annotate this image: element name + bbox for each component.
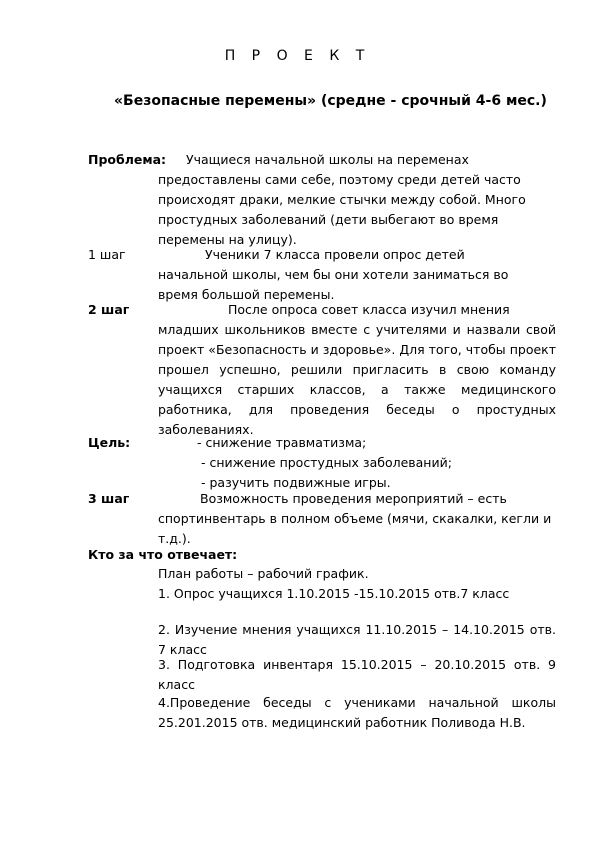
step2-first-line: После опроса совет класса изучил мнения [228,302,510,317]
problem-first-line: Учащиеся начальной школы на переменах [186,152,469,167]
step3-first-line: Возможность проведения мероприятий – есть [200,491,507,506]
step1-first-line: Ученики 7 класса провели опрос детей [205,247,465,262]
problem-label: Проблема: [88,152,167,167]
step1-text: начальной школы, чем бы они хотели заниматься во время большой перемены. [158,267,509,302]
document-heading: П Р О Е К Т [224,48,371,64]
plan-item: 1. Опрос учащихся 1.10.2015 -15.10.2015 отв.7 класс [158,586,510,601]
project-subtitle: «Безопасные перемены» (средне - срочный 4-6 мес.) [114,93,547,109]
goal-label: Цель: [88,435,131,450]
goal-item: - снижение простудных заболеваний; [201,455,452,470]
step3-text: спортинвентарь в полном объеме (мячи, скакалки, кегли и т.д.). [158,511,552,546]
step2-label: 2 шаг [88,302,130,317]
step1-label: 1 шаг [88,247,126,262]
goal-item: - снижение травматизма; [197,435,367,450]
step2-text: младших школьников вместе с учителями и назвали свой проект «Безопасность и здоровье». Для того, чтобы проект прошел успешно, решили пригласить в свою команду учащихся старших классов, а также медицинского работника, для проведения беседы о простудных заболеваниях. [158,322,556,437]
responsible-label: Кто за что отвечает: [88,547,238,562]
step3-label: 3 шаг [88,491,130,506]
plan-item: 2. Изучение мнения учащихся 11.10.2015 – 14.10.2015 отв. 7 класс [158,622,556,657]
plan-item: 4.Проведение беседы с учениками начальной школы 25.201.2015 отв. медицинский работник Поливода Н.В. [158,695,556,730]
problem-text: предоставлены сами себе, поэтому среди детей часто происходят драки, мелкие стычки между собой. Много простудных заболеваний (дети выбегают во время перемены на улицу). [158,172,526,247]
goal-item: - разучить подвижные игры. [201,475,391,490]
plan-item: 3. Подготовка инвентаря 15.10.2015 – 20.10.2015 отв. 9 класс [158,657,556,692]
plan-title: План работы – рабочий график. [158,566,369,581]
